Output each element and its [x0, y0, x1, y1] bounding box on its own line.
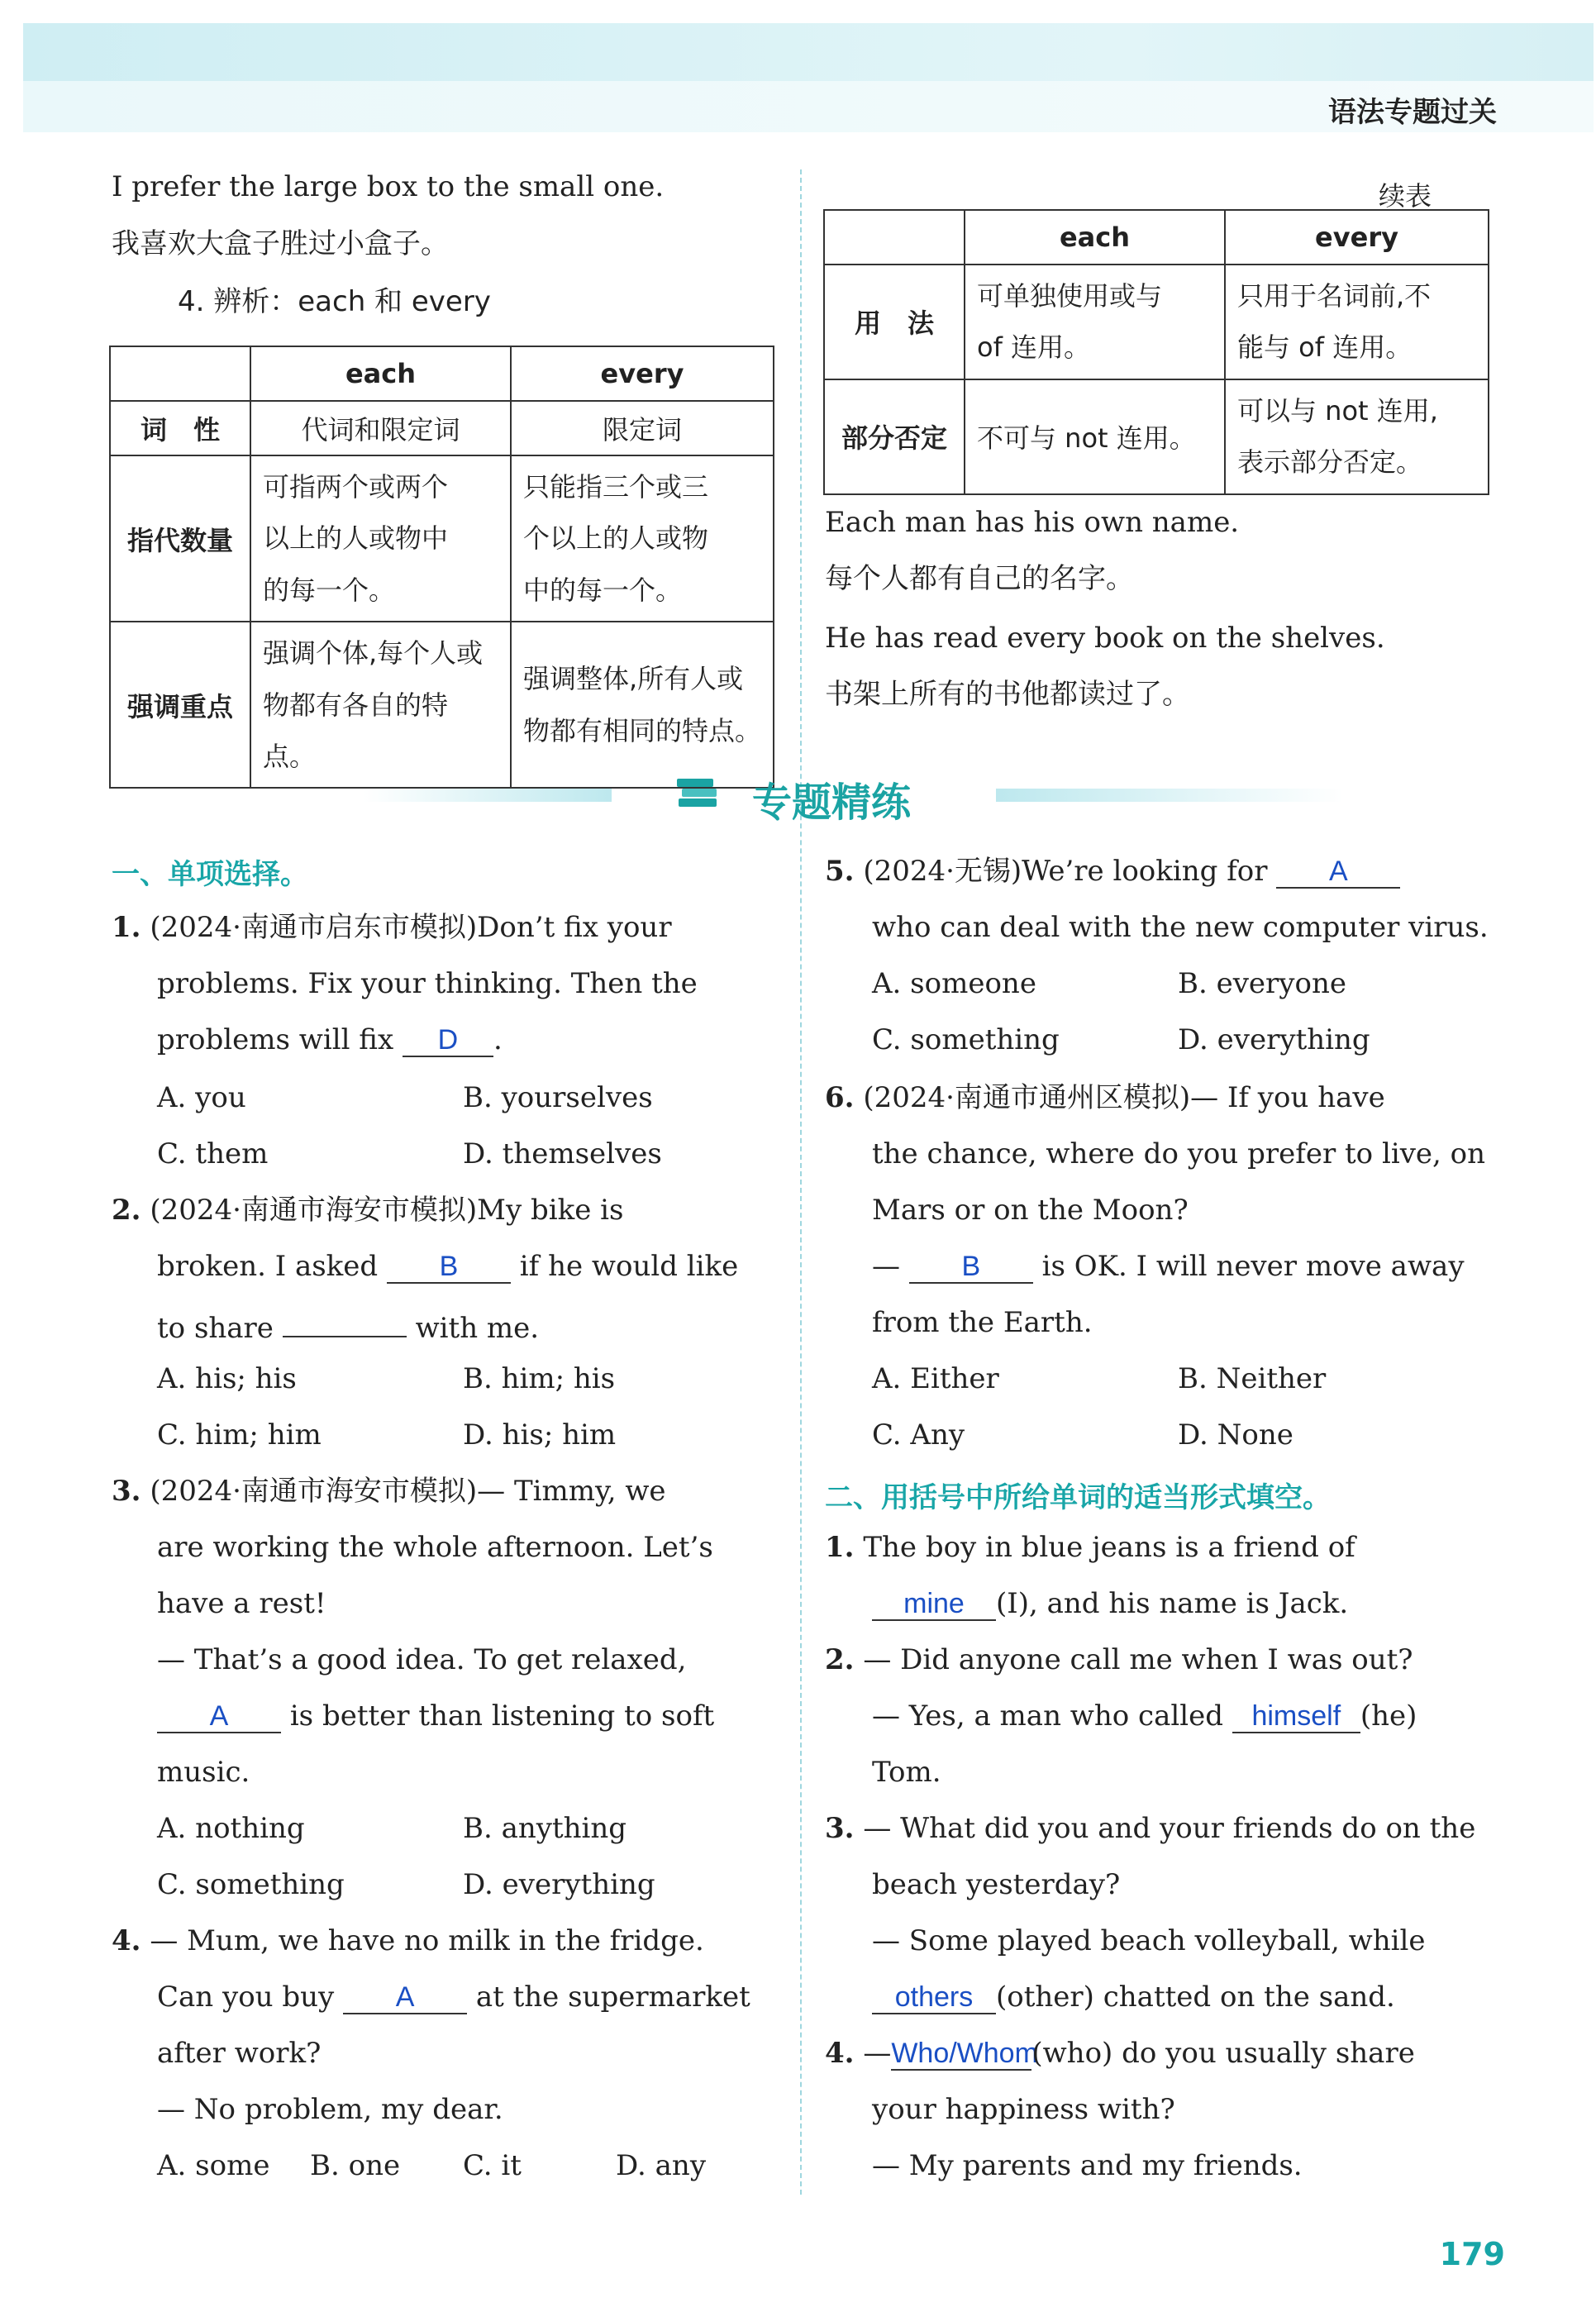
each-every-table — [109, 346, 774, 789]
question: 1. (2024·南通市启东市模拟)Don’t fix your — [112, 911, 672, 944]
example-zh: 我喜欢大盒子胜过小盒子。 — [112, 227, 449, 260]
example1-en: Each man has his own name. — [825, 506, 1240, 539]
option[interactable]: C. Any — [872, 1418, 965, 1452]
option[interactable]: C. it — [463, 2149, 522, 2182]
answer-blank[interactable]: himself — [1232, 1702, 1360, 1733]
question: 2. — Did anyone call me when I was out? — [825, 1643, 1413, 1676]
question-line: after work? — [157, 2037, 322, 2070]
practice-title: 专题精练 — [752, 779, 912, 826]
cell-every: 只用于名词前,不 能与 of 连用。 — [1225, 265, 1489, 379]
question-line: — Yes, a man who called himself (he) — [872, 1699, 1417, 1733]
question: 4. — Mum, we have no milk in the fridge. — [112, 1924, 704, 1957]
books-icon — [674, 774, 723, 815]
question-line: problems will fix D . — [157, 1023, 503, 1056]
answer-blank[interactable]: Who/Whom — [891, 2038, 1038, 2069]
part1-title: 一、单项选择。 — [112, 858, 308, 891]
answer-blank[interactable]: mine — [872, 1590, 996, 1621]
answer-blank[interactable]: B — [909, 1252, 1033, 1284]
cell-every: 可以与 not 连用, 表示部分否定。 — [1225, 379, 1489, 494]
option[interactable]: D. everything — [1178, 1023, 1370, 1056]
question-line: from the Earth. — [872, 1306, 1093, 1339]
option[interactable]: D. everything — [463, 1868, 655, 1901]
section-title: 语法专题过关 — [1328, 96, 1497, 129]
header-banner — [23, 23, 1594, 81]
answer-blank[interactable]: B — [387, 1252, 511, 1284]
option[interactable]: C. something — [872, 1023, 1060, 1056]
question-line: music. — [157, 1756, 250, 1789]
question-line: — That’s a good idea. To get relaxed, — [157, 1643, 687, 1676]
each-every-table-continued — [823, 209, 1489, 495]
question-line: — Some played beach volleyball, while — [872, 1924, 1426, 1957]
question-line: — My parents and my friends. — [872, 2149, 1303, 2182]
table-header-blank — [110, 346, 250, 401]
answer-blank[interactable]: D — [403, 1026, 493, 1057]
cell-every: 只能指三个或三 个以上的人或物 中的每一个。 — [511, 455, 774, 622]
answer-blank[interactable]: others — [872, 1983, 996, 2014]
question-line: Tom. — [872, 1756, 941, 1789]
table-row — [824, 379, 1489, 494]
question: 3. (2024·南通市海安市模拟)— Timmy, we — [112, 1475, 666, 1508]
option[interactable]: B. him; his — [463, 1362, 616, 1395]
option[interactable]: A. his; his — [157, 1362, 297, 1395]
table-header-blank — [824, 210, 965, 265]
answer-blank-empty[interactable] — [283, 1306, 407, 1337]
option[interactable]: A. nothing — [157, 1812, 305, 1845]
continued-label: 续表 — [1379, 180, 1432, 212]
question: 1. The boy in blue jeans is a friend of — [825, 1531, 1355, 1564]
table-row — [110, 401, 774, 455]
option[interactable]: A. Either — [872, 1362, 999, 1395]
answer-blank[interactable]: A — [157, 1702, 281, 1733]
question: 2. (2024·南通市海安市模拟)My bike is — [112, 1194, 624, 1227]
option[interactable]: C. something — [157, 1868, 345, 1901]
row-label: 部分否定 — [824, 379, 965, 494]
cell-each: 不可与 not 连用。 — [965, 379, 1225, 494]
table-header-every: every — [511, 346, 774, 401]
question-line: — B is OK. I will never move away — [872, 1250, 1465, 1283]
question: 6. (2024·南通市通州区模拟)— If you have — [825, 1081, 1385, 1114]
option[interactable]: B. yourselves — [463, 1081, 653, 1114]
row-label: 指代数量 — [110, 455, 250, 622]
table-header-each: each — [965, 210, 1225, 265]
option[interactable]: B. anything — [463, 1812, 627, 1845]
question-line: others (other) chatted on the sand. — [872, 1981, 1395, 2014]
row-label: 用 法 — [824, 265, 965, 379]
band-left-decoration — [364, 789, 612, 802]
example2-zh: 书架上所有的书他都读过了。 — [825, 678, 1190, 711]
question-line: A is better than listening to soft — [157, 1699, 714, 1733]
option[interactable]: D. any — [616, 2149, 707, 2182]
question: 5. (2024·无锡)We’re looking for A — [825, 855, 1400, 889]
answer-blank[interactable]: A — [1276, 857, 1400, 889]
table-header-each: each — [250, 346, 511, 401]
option[interactable]: A. you — [157, 1081, 246, 1114]
part2-title: 二、用括号中所给单词的适当形式填空。 — [825, 1481, 1331, 1514]
question-line: the chance, where do you prefer to live, on — [872, 1137, 1486, 1170]
question-line: Can you buy A at the supermarket — [157, 1981, 750, 2014]
option[interactable]: D. his; him — [463, 1418, 617, 1452]
question-line: Mars or on the Moon? — [872, 1194, 1189, 1227]
row-label: 词 性 — [110, 401, 250, 455]
option[interactable]: B. Neither — [1178, 1362, 1327, 1395]
table-row — [110, 455, 774, 622]
option[interactable]: B. one — [310, 2149, 401, 2182]
cell-each: 可指两个或两个 以上的人或物中 的每一个。 — [250, 455, 511, 622]
compare-title: 4. 辨析：each 和 every — [178, 285, 491, 318]
option[interactable]: B. everyone — [1178, 967, 1346, 1000]
question: 4. —Who/Whom(who) do you usually share — [825, 2037, 1415, 2070]
question-line: are working the whole afternoon. Let’s — [157, 1531, 713, 1564]
question-line: mine (I), and his name is Jack. — [872, 1587, 1348, 1621]
question-line: have a rest! — [157, 1587, 326, 1620]
answer-blank[interactable]: A — [343, 1983, 467, 2014]
cell-each: 强调个体,每个人或 物都有各自的特点。 — [250, 622, 511, 788]
question-line: to share with me. — [157, 1306, 539, 1346]
option[interactable]: A. some — [157, 2149, 270, 2182]
cell-each: 代词和限定词 — [250, 401, 511, 455]
option[interactable]: A. someone — [872, 967, 1036, 1000]
example-en: I prefer the large box to the small one. — [112, 170, 665, 203]
question-line: beach yesterday? — [872, 1868, 1121, 1901]
question-line: your happiness with? — [872, 2093, 1175, 2126]
cell-each: 可单独使用或与 of 连用。 — [965, 265, 1225, 379]
question: 3. — What did you and your friends do on the — [825, 1812, 1476, 1845]
option[interactable]: C. him; him — [157, 1418, 322, 1452]
cell-every: 强调整体,所有人或 物都有相同的特点。 — [511, 622, 774, 788]
cell-every: 限定词 — [511, 401, 774, 455]
question-line: — No problem, my dear. — [157, 2093, 503, 2126]
question-line: problems. Fix your thinking. Then the — [157, 967, 698, 1000]
option[interactable]: D. themselves — [463, 1137, 662, 1170]
table-row — [110, 622, 774, 788]
option[interactable]: D. None — [1178, 1418, 1293, 1452]
page-number: 179 — [1439, 2236, 1505, 2272]
example1-zh: 每个人都有自己的名字。 — [825, 562, 1134, 595]
row-label: 强调重点 — [110, 622, 250, 788]
band-right-decoration — [996, 789, 1343, 802]
column-divider — [800, 169, 802, 2195]
table-row — [824, 265, 1489, 379]
question-line: broken. I asked B if he would like — [157, 1250, 739, 1283]
table-header-every: every — [1225, 210, 1489, 265]
practice-band — [0, 770, 1596, 826]
option[interactable]: C. them — [157, 1137, 269, 1170]
question-line: who can deal with the new computer virus. — [872, 911, 1489, 944]
example2-en: He has read every book on the shelves. — [825, 622, 1385, 655]
